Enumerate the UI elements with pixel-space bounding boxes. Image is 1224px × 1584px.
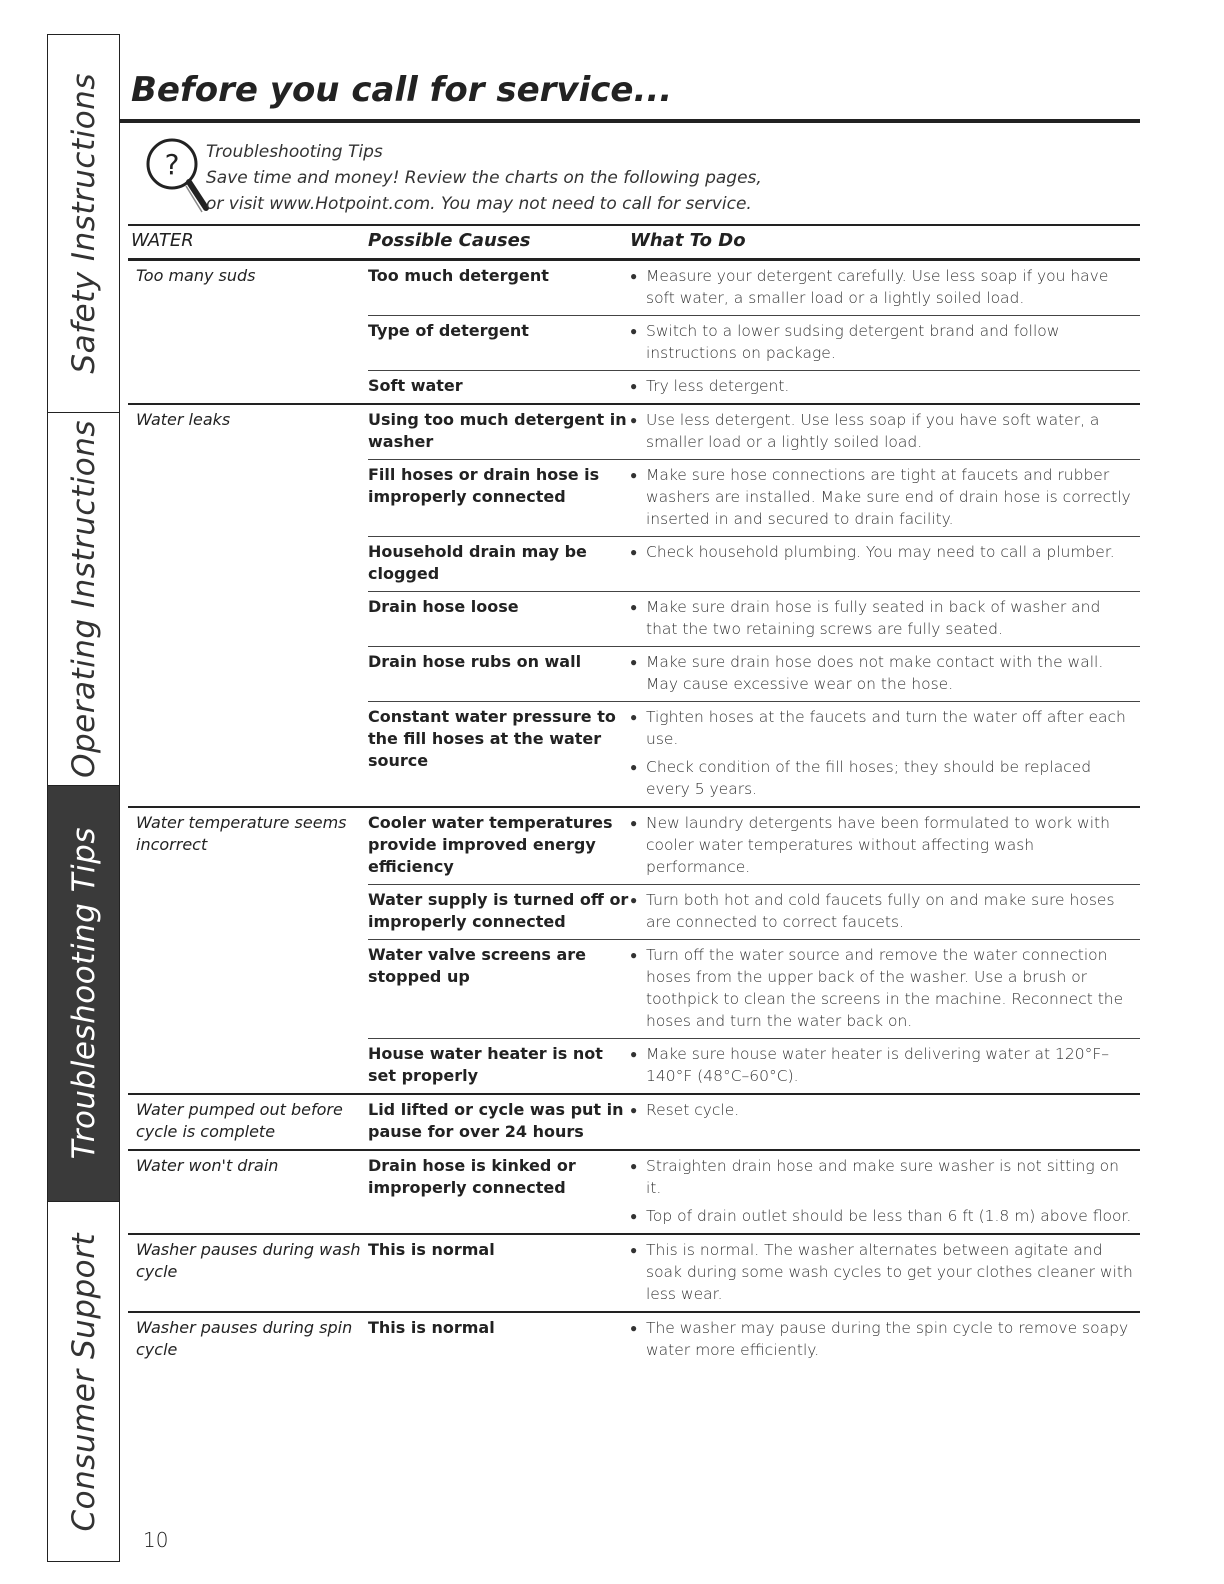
page-title: Before you call for service... — [131, 70, 673, 110]
remedy-item: ● New laundry detergents have been formulated to work with cooler water temperatures without affecting wash performance. — [630, 814, 1110, 876]
remedy-item: ● Make sure house water heater is delivering water at 120°F–140°F (48°C–60°C). — [630, 1045, 1110, 1085]
table-row — [368, 647, 1140, 702]
tab-troubleshooting-tips[interactable] — [48, 786, 119, 1202]
category-name: Washer pauses during wash cycle — [136, 1240, 361, 1281]
remedy-item: ● Use less detergent. Use less soap if you have soft water, a smaller load or a lightly soiled load. — [630, 411, 1100, 451]
table-row — [368, 405, 1140, 460]
remedy-item: ● This is normal. The washer alternates between agitate and soak during some wash cycles to get your clothes cleaner with less wear. — [630, 1241, 1133, 1303]
category-name: Water won't drain — [136, 1156, 279, 1175]
possible-cause: Cooler water temperatures provide improved energy efficiency — [368, 813, 613, 876]
category-block — [128, 261, 1140, 405]
possible-cause: Drain hose rubs on wall — [368, 652, 582, 671]
category-name: Water leaks — [136, 410, 231, 429]
table-row — [368, 537, 1140, 592]
possible-cause: House water heater is not set properly — [368, 1044, 603, 1085]
possible-cause: Fill hoses or drain hose is improperly connected — [368, 465, 600, 506]
tab-label: Operating Instructions — [65, 420, 102, 778]
category-block — [128, 1095, 1140, 1151]
possible-cause: Water valve screens are stopped up — [368, 945, 587, 986]
tab-operating-instructions[interactable] — [48, 413, 119, 786]
table-row — [368, 316, 1140, 371]
troubleshooting-table — [128, 261, 1140, 1367]
table-row — [368, 1039, 1140, 1093]
category-name: Water temperature seems incorrect — [136, 813, 347, 854]
category-name: Too many suds — [136, 266, 256, 285]
table-row — [368, 885, 1140, 940]
tab-label: Consumer Support — [65, 1233, 102, 1532]
possible-cause: This is normal — [368, 1240, 495, 1259]
column-header-possible-causes: Possible Causes — [368, 230, 531, 251]
tab-label: Safety Instructions — [65, 73, 102, 374]
table-row — [368, 940, 1140, 1039]
possible-cause: Using too much detergent in washer — [368, 410, 627, 451]
possible-cause: Too much detergent — [368, 266, 549, 285]
table-top-rule — [128, 224, 1140, 226]
possible-cause: Soft water — [368, 376, 463, 395]
remedy-item: ● Check condition of the fill hoses; they should be replaced every 5 years. — [630, 758, 1092, 798]
remedy-item: ● Make sure drain hose does not make contact with the wall. May cause excessive wear on the hose. — [630, 653, 1104, 693]
table-row — [368, 1235, 1140, 1311]
tab-consumer-support[interactable] — [48, 1202, 119, 1563]
possible-cause: Drain hose is kinked or improperly connected — [368, 1156, 576, 1197]
remedy-item: ● Reset cycle. — [630, 1101, 740, 1119]
column-header-category: WATER — [131, 230, 194, 251]
table-row — [368, 1095, 1140, 1149]
section-tabs — [47, 34, 120, 1562]
page-number: 10 — [143, 1528, 169, 1552]
question-magnifier-icon — [142, 134, 214, 216]
remedy-item: ● Make sure drain hose is fully seated in back of washer and that the two retaining screws are fully seated. — [630, 598, 1101, 638]
table-row — [368, 808, 1140, 885]
table-row — [368, 1313, 1140, 1367]
category-name: Washer pauses during spin cycle — [136, 1318, 353, 1359]
table-row — [368, 371, 1140, 403]
category-name: Water pumped out before cycle is complete — [136, 1100, 343, 1141]
table-row — [368, 702, 1140, 806]
remedy-item: ● Try less detergent. — [630, 377, 790, 395]
table-row — [368, 261, 1140, 316]
remedy-item: ● Measure your detergent carefully. Use less soap if you have soft water, a smaller load or a lightly soiled load. — [630, 267, 1109, 307]
category-block — [128, 1235, 1140, 1313]
category-block — [128, 405, 1140, 808]
remedy-item: ● Switch to a lower sudsing detergent brand and follow instructions on package. — [630, 322, 1060, 362]
possible-cause: This is normal — [368, 1318, 495, 1337]
title-divider — [120, 119, 1140, 123]
possible-cause: Type of detergent — [368, 321, 529, 340]
remedy-item: ● Straighten drain hose and make sure washer is not sitting on it. — [630, 1157, 1119, 1197]
troubleshooting-tips-intro — [206, 139, 806, 217]
remedy-item: ● Make sure hose connections are tight at faucets and rubber washers are installed. Make sure end of drain hose is correctly inserted in and secured to drain facility. — [630, 466, 1131, 528]
remedy-item: ● Top of drain outlet should be less than 6 ft (1.8 m) above floor. — [630, 1207, 1132, 1225]
possible-cause: Constant water pressure to the fill hoses at the water source — [368, 707, 616, 770]
possible-cause: Drain hose loose — [368, 597, 519, 616]
table-row — [368, 1151, 1140, 1233]
tips-heading: Troubleshooting Tips — [206, 142, 383, 162]
table-row — [368, 592, 1140, 647]
remedy-item: ● Check household plumbing. You may need to call a plumber. — [630, 543, 1115, 561]
category-block — [128, 808, 1140, 1095]
remedy-item: ● The washer may pause during the spin cycle to remove soapy water more efficiently. — [630, 1319, 1129, 1359]
remedy-item: ● Turn both hot and cold faucets fully on and make sure hoses are connected to correct faucets. — [630, 891, 1115, 931]
possible-cause: Lid lifted or cycle was put in pause for over 24 hours — [368, 1100, 624, 1141]
remedy-item: ● Tighten hoses at the faucets and turn the water off after each use. — [630, 708, 1126, 748]
remedy-item: ● Turn off the water source and remove the water connection hoses from the upper back of the washer. Use a brush or toothpick to clean the screens in the machine. Reconnect the hoses and turn the water back on. — [630, 946, 1124, 1030]
svg-text:?: ? — [164, 148, 180, 181]
category-block — [128, 1151, 1140, 1235]
column-header-what-to-do: What To Do — [630, 230, 746, 251]
possible-cause: Household drain may be clogged — [368, 542, 587, 583]
tab-safety-instructions[interactable] — [48, 35, 119, 413]
possible-cause: Water supply is turned off or improperly connected — [368, 890, 629, 931]
tab-label: Troubleshooting Tips — [65, 827, 102, 1160]
table-row — [368, 460, 1140, 537]
tips-line: Save time and money! Review the charts on the following pages, — [206, 168, 762, 188]
category-block — [128, 1313, 1140, 1367]
tips-line: or visit www.Hotpoint.com. You may not need to call for service. — [206, 194, 752, 214]
